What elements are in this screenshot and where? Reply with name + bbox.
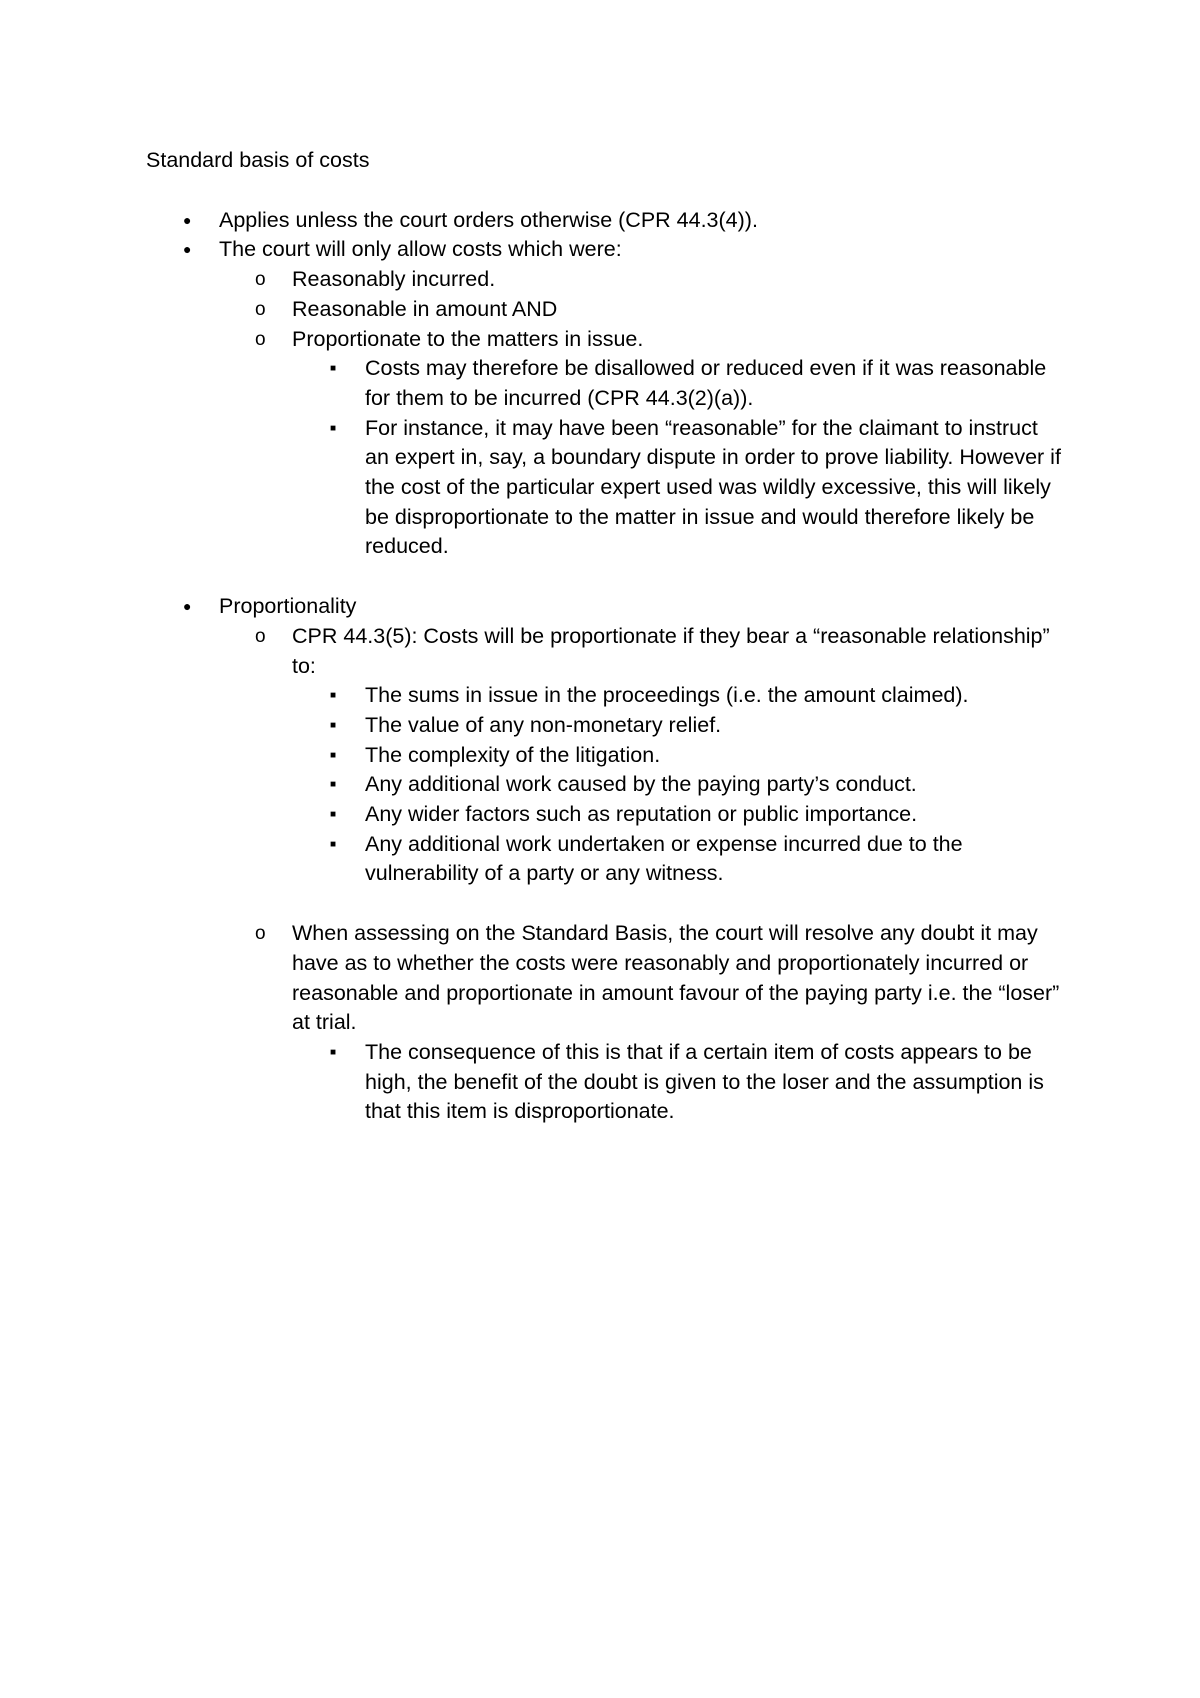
- bullet-square-icon: ■: [330, 749, 337, 761]
- document-body: [146, 146, 1066, 1127]
- list-item-text: The complexity of the litigation.: [365, 742, 661, 767]
- list-item-text: Any additional work caused by the paying party’s conduct.: [365, 772, 917, 797]
- list-item-text: The sums in issue in the proceedings (i.e. the amount claimed).: [365, 683, 969, 708]
- list-item: [219, 919, 1066, 1127]
- list-item: [219, 622, 1066, 889]
- list-item-text: Costs may therefore be disallowed or reduced even if it was reasonable for them to be incurred (CPR 44.3(2)(a)).: [365, 356, 1047, 410]
- bullet-list-level2: [219, 622, 1066, 1127]
- bullet-square-icon: ■: [330, 690, 337, 702]
- list-item: [146, 235, 1066, 562]
- document-title: Standard basis of costs: [146, 148, 370, 172]
- list-item: [146, 206, 1066, 236]
- bullet-list-level1: [146, 206, 1066, 1127]
- list-item: [292, 1038, 1066, 1127]
- list-item: [219, 325, 1066, 563]
- bullet-list-level3: [292, 681, 1066, 889]
- bullet-circle-icon: o: [255, 625, 266, 647]
- list-item: [292, 681, 1066, 711]
- bullet-square-icon: ■: [330, 838, 337, 850]
- list-item-text: Reasonable in amount AND: [292, 296, 558, 321]
- list-item-text: CPR 44.3(5): Costs will be proportionate if they bear a “reasonable relationship” to:: [292, 623, 1050, 678]
- list-item-text: Any wider factors such as reputation or public importance.: [365, 802, 918, 827]
- bullet-circle-icon: o: [255, 328, 266, 350]
- bullet-square-icon: ■: [330, 719, 337, 731]
- bullet-circle-icon: o: [255, 298, 266, 320]
- bullet-dot-icon: ●: [183, 598, 192, 615]
- bullet-square-icon: ■: [330, 1046, 337, 1058]
- bullet-square-icon: ■: [330, 809, 337, 821]
- list-item-text: The court will only allow costs which were:: [219, 237, 622, 262]
- list-item-text: Any additional work undertaken or expense incurred due to the vulnerability of a party or any witness.: [365, 831, 963, 886]
- list-item-text: Reasonably incurred.: [292, 267, 496, 292]
- bullet-square-icon: ■: [330, 779, 337, 791]
- list-item-text: The value of any non-monetary relief.: [365, 712, 722, 737]
- bullet-list-level2: [219, 265, 1066, 562]
- list-item-text: For instance, it may have been “reasonable” for the claimant to instruct an expert in, say, a boundary dispute in order to prove liability. However if the cost of the particular expert used was wildly excessive, this will likely be disproportionate to the matter in issue and would therefore likely be reduced.: [365, 415, 1061, 559]
- list-item: [292, 711, 1066, 741]
- list-item-text: Proportionate to the matters in issue.: [292, 326, 644, 351]
- list-item: [292, 800, 1066, 830]
- list-item: [146, 592, 1066, 1127]
- bullet-square-icon: ■: [330, 363, 337, 375]
- list-item-text: When assessing on the Standard Basis, the court will resolve any doubt it may have as to whether the costs were reasonably and proportionately incurred or reasonable and proportionate in amount favour of the paying party i.e. the “loser” at trial.: [292, 921, 1060, 1035]
- list-item: [292, 830, 1066, 889]
- list-item: [292, 414, 1066, 563]
- list-item-text: Applies unless the court orders otherwise (CPR 44.3(4)).: [219, 207, 758, 232]
- list-item: [292, 741, 1066, 771]
- list-item: [219, 265, 1066, 295]
- list-item: [292, 354, 1066, 413]
- bullet-list-level3: [292, 354, 1066, 562]
- list-item: [292, 770, 1066, 800]
- bullet-square-icon: ■: [330, 422, 337, 434]
- list-item-text: The consequence of this is that if a certain item of costs appears to be high, the benefit of the doubt is given to the loser and the assumption is that this item is disproportionate.: [365, 1039, 1044, 1124]
- bullet-list-level3: [292, 1038, 1066, 1127]
- bullet-dot-icon: ●: [183, 211, 192, 228]
- list-item: [219, 295, 1066, 325]
- list-item-text: Proportionality: [219, 594, 357, 619]
- bullet-circle-icon: o: [255, 923, 266, 945]
- bullet-dot-icon: ●: [183, 241, 192, 258]
- bullet-circle-icon: o: [255, 269, 266, 291]
